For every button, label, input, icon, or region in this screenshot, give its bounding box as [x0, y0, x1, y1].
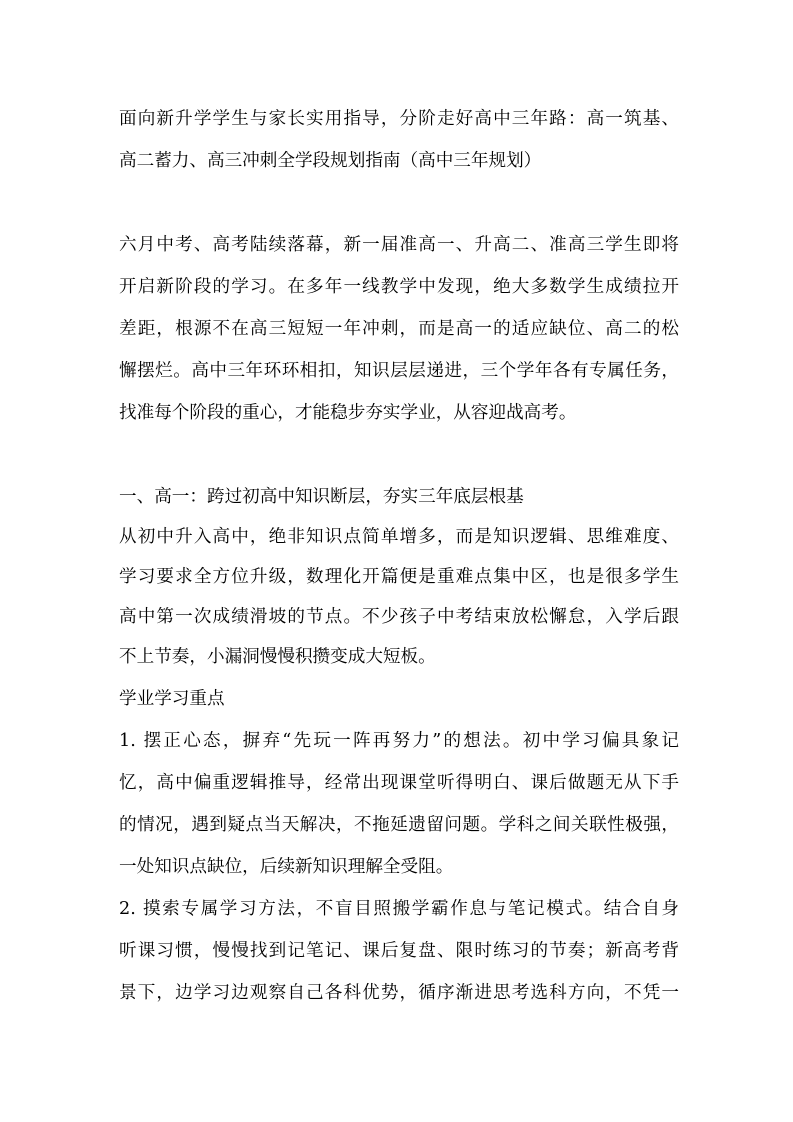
paragraph-line: 开启新阶段的学习。在多年一线教学中发现，绝大多数学生成绩拉开 — [119, 277, 679, 297]
paragraph-line: 一处知识点缺位，后续新知识理解全受阻。 — [119, 857, 454, 877]
paragraph-line: 六月中考、高考陆续落幕，新一届准高一、升高二、准高三学生即将 — [119, 235, 679, 255]
paragraph-line: 景下，边学习边观察自己各科优势，循序渐进思考选科方向，不凭一 — [119, 983, 679, 1003]
paragraph-line: 的情况，遇到疑点当天解决，不拖延遗留问题。学科之间关联性极强， — [119, 815, 679, 835]
paragraph-line: 高中第一次成绩滑坡的节点。不少孩子中考结束放松懈怠，入学后跟 — [119, 607, 679, 627]
title-line: 高二蓄力、高三冲刺全学段规划指南（高中三年规划） — [119, 151, 542, 171]
paragraph-line: 不上节奏，小漏洞慢慢积攒变成大短板。 — [119, 647, 436, 667]
paragraph-line: 找准每个阶段的重心，才能稳步夯实学业，从容迎战高考。 — [119, 403, 577, 423]
section-subheading: 学业学习重点 — [119, 689, 225, 709]
paragraph-line: 忆，高中偏重逻辑推导，经常出现课堂听得明白、课后做题无从下手 — [119, 773, 679, 793]
section-heading: 一、高一：跨过初高中知识断层，夯实三年底层根基 — [119, 487, 524, 507]
paragraph-line: 学习要求全方位升级，数理化开篇便是重难点集中区，也是很多学生 — [119, 567, 679, 587]
paragraph-line: 听课习惯，慢慢找到记笔记、课后复盘、限时练习的节奏；新高考背 — [119, 941, 679, 961]
paragraph-line: 2. 摸索专属学习方法，不盲目照搬学霸作息与笔记模式。结合自身 — [119, 899, 679, 919]
paragraph-line: 1. 摆正心态，摒弃“先玩一阵再努力”的想法。初中学习偏具象记 — [119, 731, 679, 751]
title-line: 面向新升学学生与家长实用指导，分阶走好高中三年路：高一筑基、 — [119, 109, 679, 129]
paragraph-line: 懈摆烂。高中三年环环相扣，知识层层递进，三个学年各有专属任务， — [119, 361, 679, 381]
paragraph-line: 差距，根源不在高三短短一年冲刺，而是高一的适应缺位、高二的松 — [119, 319, 679, 339]
paragraph-line: 从初中升入高中，绝非知识点简单增多，而是知识逻辑、思维难度、 — [119, 527, 679, 547]
